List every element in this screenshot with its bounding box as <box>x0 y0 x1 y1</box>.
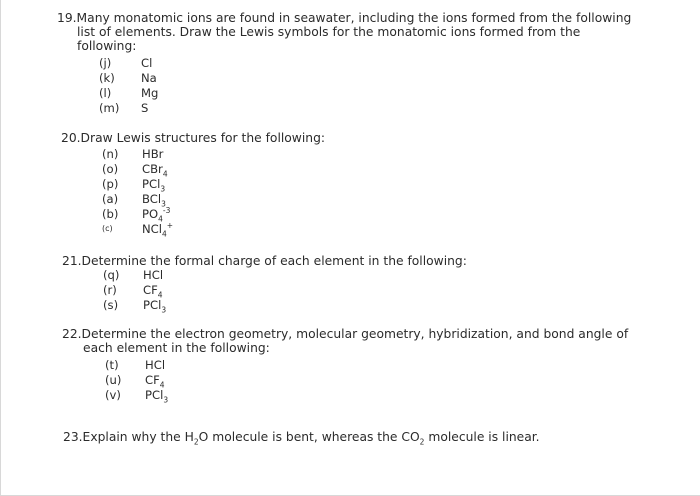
q23-line-1: 23.Explain why the $H_2O$ molecule is bent, whereas the $CO_2$ molecule is linear. <box>63 430 540 447</box>
q19-item-j <box>99 56 179 70</box>
q21-item-s <box>103 298 193 315</box>
item-value: HCl <box>145 358 166 372</box>
q21-item-q <box>103 268 193 282</box>
q22-line-2: each element in the following: <box>83 341 270 355</box>
q22-item-u <box>105 373 195 390</box>
item-value: BCl$_3$ <box>142 192 166 209</box>
q22-item-t <box>105 358 195 372</box>
item-label: (c) <box>102 224 113 233</box>
q20-item-o <box>102 162 192 179</box>
item-value: Cl <box>141 56 153 70</box>
q21-line-1: 21.Determine the formal charge of each element in the following: <box>62 254 467 268</box>
item-label: (b) <box>102 207 119 221</box>
item-label: (u) <box>105 373 122 387</box>
q19-item-k <box>99 71 179 85</box>
q20-item-b <box>102 206 192 224</box>
q20-item-n <box>102 147 192 161</box>
item-value: Mg <box>141 86 159 100</box>
item-value: $PO_4^{-3}$ <box>142 206 171 224</box>
item-value: $CF_4$ <box>145 373 165 390</box>
item-label: (q) <box>103 268 120 282</box>
item-label: (r) <box>103 283 117 297</box>
question-21 <box>62 254 467 268</box>
q22-line-1: 22.Determine the electron geometry, molecular geometry, hybridization, and bond angle of <box>62 327 629 341</box>
item-value: HCl <box>143 268 164 282</box>
item-value: PCl$_3$ <box>145 388 169 405</box>
item-label: (l) <box>99 86 112 100</box>
item-value: PCl$_3$ <box>143 298 167 315</box>
q20-line-1: 20.Draw Lewis structures for the following: <box>61 131 326 145</box>
item-label: (k) <box>99 71 115 85</box>
q19-item-l <box>99 86 179 100</box>
q19-line-2: list of elements. Draw the Lewis symbols for the monatomic ions formed from the <box>77 25 581 39</box>
q19-item-m <box>99 101 179 115</box>
q21-item-r <box>103 283 193 300</box>
item-label: (n) <box>102 147 119 161</box>
item-value: $CF_4$ <box>143 283 163 300</box>
question-20 <box>61 131 325 145</box>
item-label: (p) <box>102 177 119 191</box>
item-value: S <box>141 101 149 115</box>
q22-item-v <box>105 388 195 405</box>
q20-item-p <box>102 177 192 194</box>
item-label: (v) <box>105 388 121 402</box>
q19-line-3: following: <box>77 39 137 53</box>
item-label: (m) <box>99 101 120 115</box>
q19-line-1: 19.Many monatomic ions are found in seawater, including the ions formed from the following <box>57 11 632 25</box>
item-label: (a) <box>102 192 119 206</box>
item-label: (j) <box>99 56 112 70</box>
item-label: (s) <box>103 298 119 312</box>
question-23 <box>63 430 540 447</box>
item-label: (o) <box>102 162 119 176</box>
item-value: NCl$_4$+ <box>142 221 174 239</box>
item-value: CBr$_4$ <box>142 162 168 179</box>
item-value: PCl$_3$ <box>142 177 166 194</box>
question-19 <box>57 11 631 53</box>
item-value: Na <box>141 71 157 85</box>
q20-item-a <box>102 192 192 209</box>
question-22 <box>62 327 628 355</box>
item-label: (t) <box>105 358 119 372</box>
item-value: HBr <box>142 147 164 161</box>
q20-item-c <box>102 221 192 239</box>
